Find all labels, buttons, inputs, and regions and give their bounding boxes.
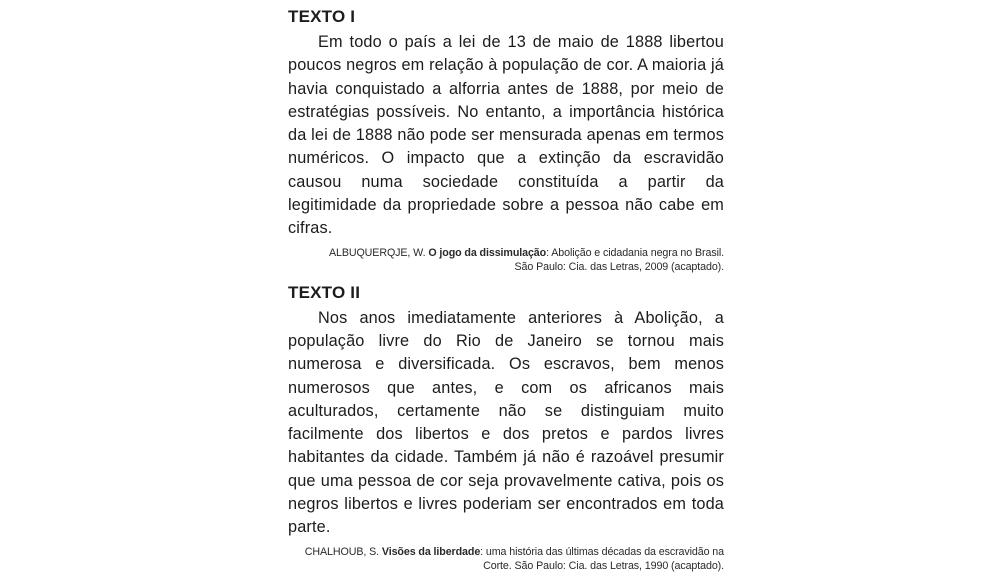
texto-1-source-author: ALBUQUERQJE, W. — [328, 246, 429, 259]
texto-2-source-author: CHALHOUB, S. — [304, 545, 382, 558]
document — [288, 6, 724, 581]
texto-2-paragraph: Nos anos imediatamente anteriores à Abolição, a população livre do Rio de Janeiro se tornou mais numerosa e diversificada. Os escravos, bem menos numerosos que antes, e com os africanos mais aculturados, certamente não se distinguiam muito facilmente dos libertos e dos pretos e pardos livres habitantes da cidade. Também já não é razoável presumir que uma pessoa de cor seja provavelmente cativa, pois os negros libertos e livres poderiam ser encontrados em toda parte. — [288, 308, 724, 537]
texto-1-source-rest: : Abolição e cidadania negra no Brasil. — [546, 246, 724, 259]
texto-2-source — [288, 545, 724, 573]
texto-1-section — [288, 6, 724, 274]
texto-1-paragraph: Em todo o país a lei de 13 de maio de 1888 libertou poucos negros em relação à população de cor. A maioria já havia conquistado a alforria antes de 1888, por meio de estratégias possíveis. No entanto, a importância histórica da lei de 1888 não pode ser mensurada apenas em termos numéricos. O impacto que a extinção da escravidão causou numa sociedade constituída a partir da legitimidade da propriedade sobre a pessoa não cabe em cifras. — [288, 33, 724, 238]
texto-2-source-line-1 — [288, 545, 724, 559]
texto-2-source-title: Visões da liberdade — [381, 545, 481, 558]
texto-1-source — [288, 246, 724, 274]
texto-1-source-line-2: São Paulo: Cia. das Letras, 2009 (acaptado). — [514, 260, 724, 273]
texto-2-source-rest: : uma história das últimas décadas da escravidão na — [480, 545, 724, 558]
texto-2-heading: TEXTO II — [288, 282, 361, 302]
texto-1-heading: TEXTO I — [288, 7, 356, 26]
texto-2-section — [288, 282, 724, 573]
texto-2-source-line-2: Corte. São Paulo: Cia. das Letras, 1990 (acaptado). — [483, 559, 724, 572]
texto-1-source-line-1 — [288, 246, 724, 260]
texto-1-source-title: O jogo da dissimulação — [428, 246, 547, 259]
